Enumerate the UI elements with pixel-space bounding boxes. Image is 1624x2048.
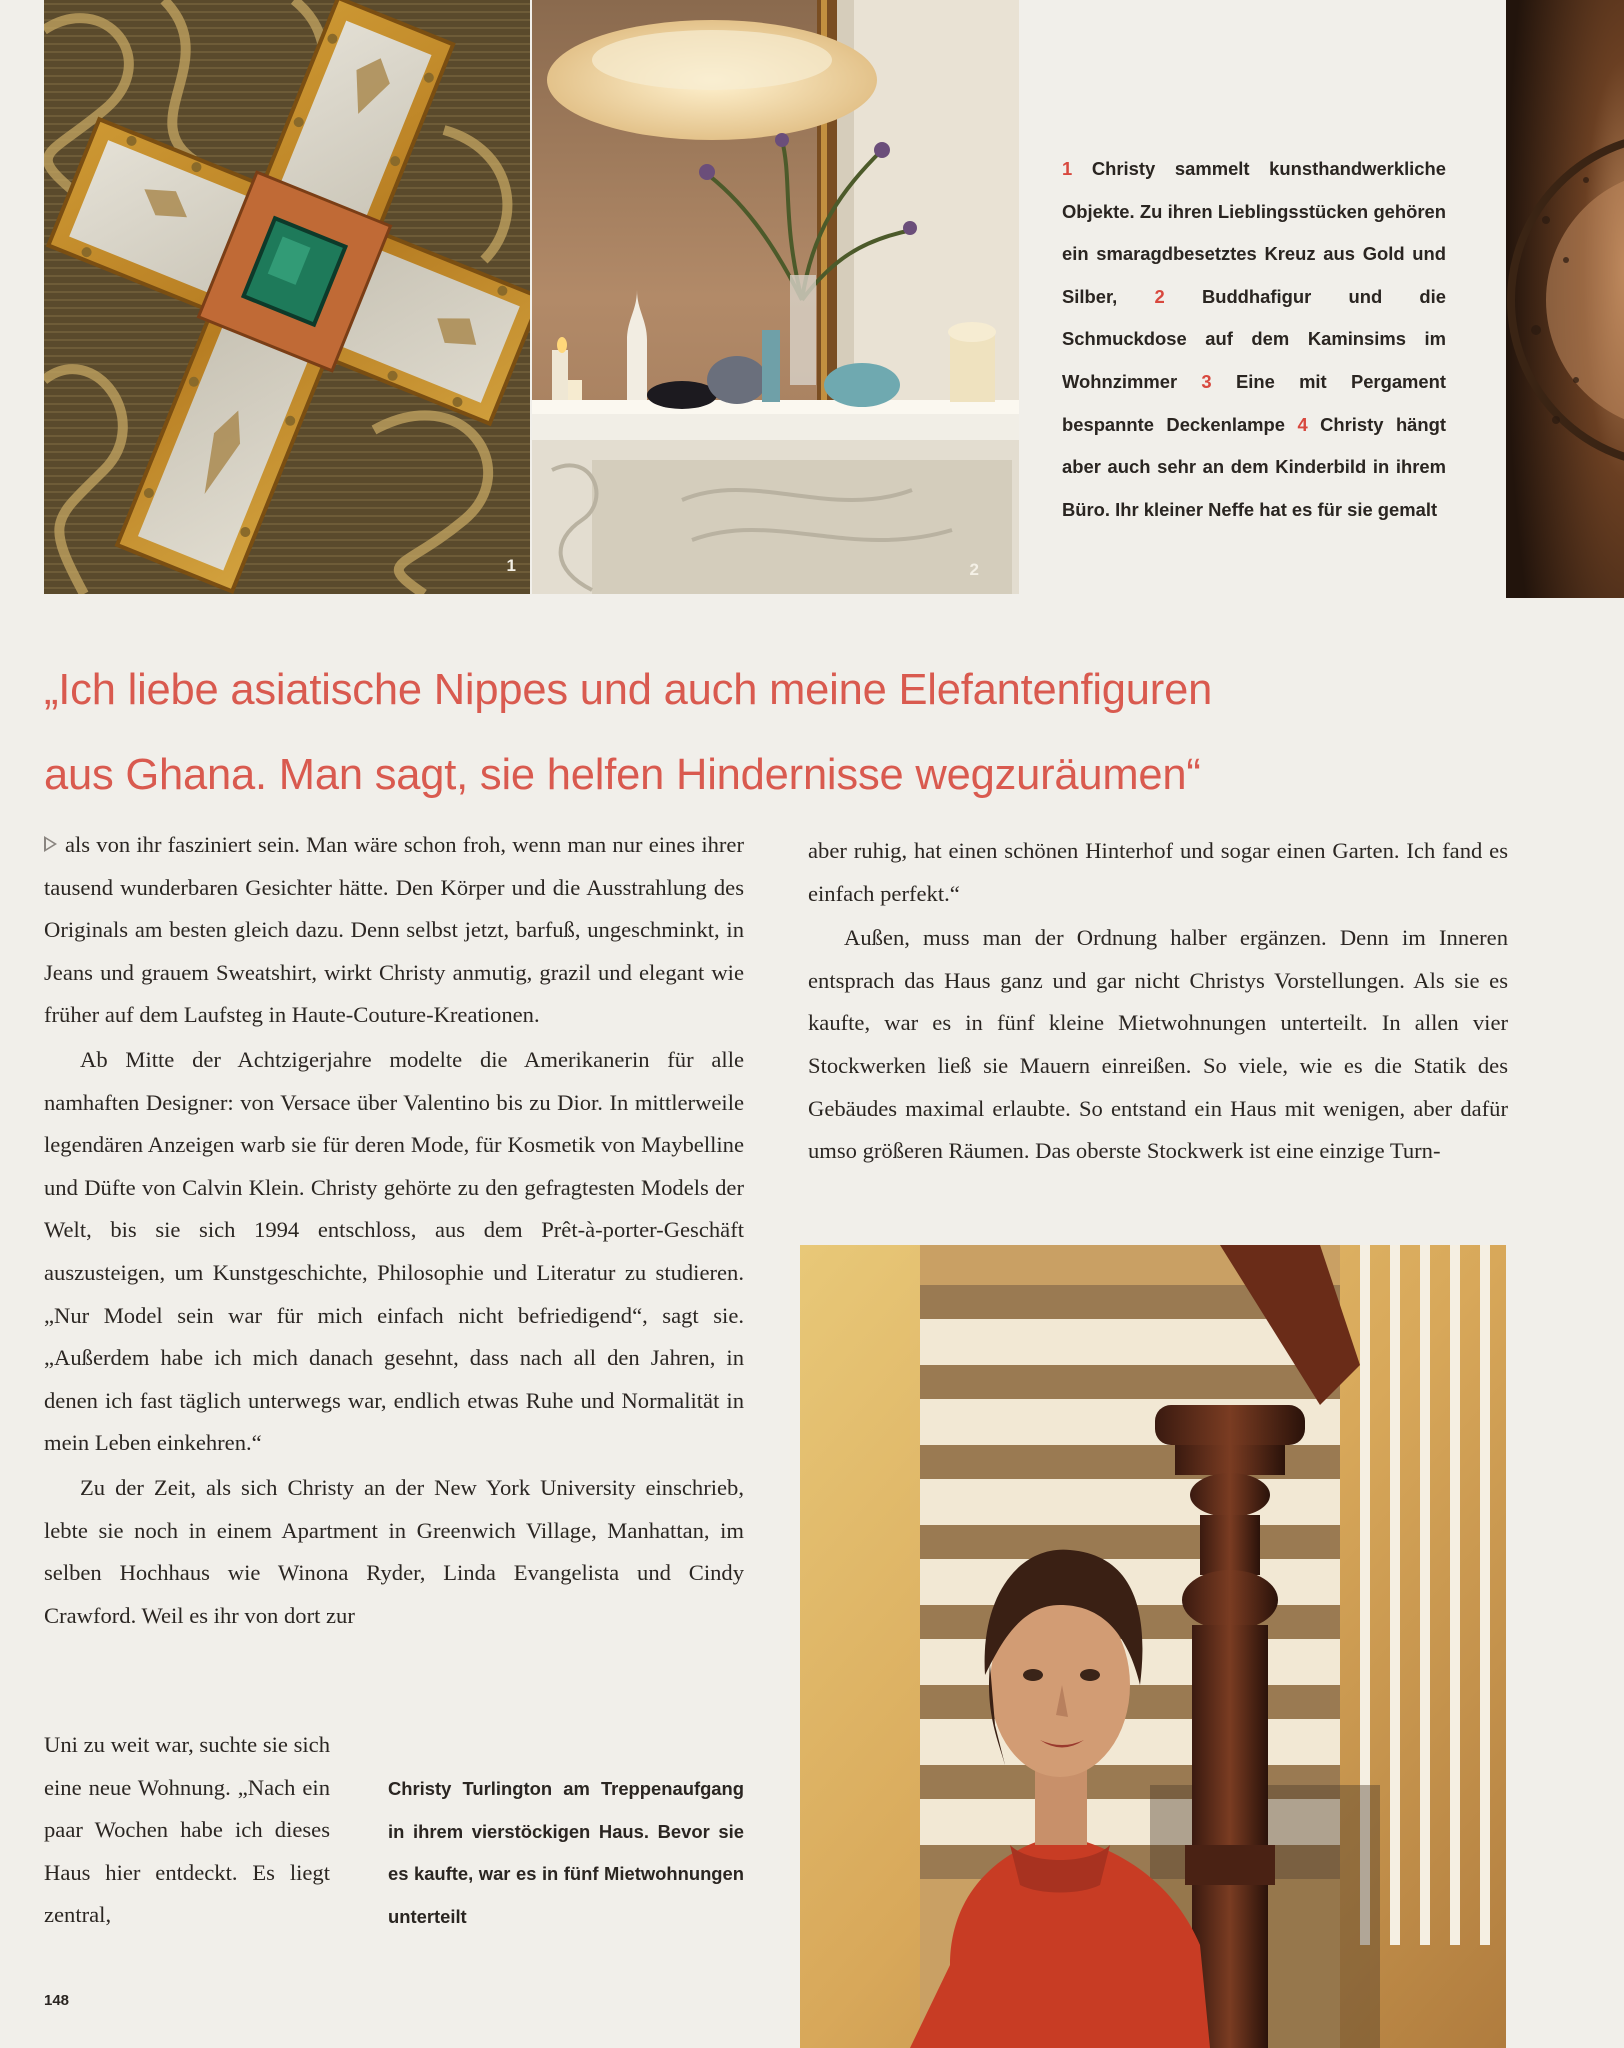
article-paragraph-text: als von ihr fasziniert sein. Man wäre schon froh, wenn man nur eines ihrer tausend wunderbaren Gesichter hätte. Den Körper und die Ausstrahlung des Originals am besten gleich dazu. Denn selbst jetzt, barfuß, ungeschminkt, in Jeans und grauem Sweatshirt, wirkt Christy anmutig, grazil und elegant wie früher auf dem Laufsteg in Haute-Couture-Kreationen. (44, 832, 744, 1028)
photo-number-2: 2 (969, 560, 979, 579)
article-column-left-narrow (44, 1724, 330, 1937)
continuation-triangle-icon (44, 836, 57, 852)
caption-text: Eine mit Pergament bespannte Deckenlampe (1062, 370, 1446, 435)
caption-text: Christy sammelt kunsthandwerkliche Objekte. Zu ihren Lieblingsstücken gehören ein smaragdbesetztes Kreuz aus Gold und Silber, (1062, 158, 1446, 307)
photo-emerald-cross (44, 0, 530, 594)
article-paragraph: Uni zu weit war, suchte sie sich eine neue Wohnung. „Nach ein paar Wochen habe ich dieses Haus hier entdeckt. Es liegt zentral, (44, 1732, 330, 1928)
caption-text: Buddhafigur und die Schmuckdose auf dem Kaminsims im Wohnzimmer (1062, 285, 1446, 392)
photo-number-1: 1 (506, 556, 516, 575)
article-column-left (44, 824, 744, 1637)
article-paragraph: Zu der Zeit, als sich Christy an der New York University einschrieb, lebte sie noch in einem Apartment in Greenwich Village, Manhattan, im selben Hochhaus wie Winona Ryder, Linda Evangelista und Cindy Crawford. Weil es ihr von dort zur (44, 1474, 744, 1628)
caption-number: 1 (1062, 158, 1073, 179)
caption-photos (1062, 148, 1446, 531)
photo-portrait-staircase (800, 1245, 1506, 2048)
article-paragraph: Außen, muss man der Ordnung halber ergänzen. Denn im Inneren entsprach das Haus ganz und gar nicht Christys Vorstellungen. Als sie es kaufte, war es in fünf kleine Mietwohnungen unterteilt. In allen vier Stockwerken ließ sie Mauern einreißen. So viele, wie es die Statik des Gebäudes maximal erlaubte. So entstand ein Haus mit wenigen, aber dafür umso größeren Räumen. Das oberste Stockwerk ist eine einzige Turn- (808, 925, 1508, 1164)
article-paragraph: Ab Mitte der Achtzigerjahre modelte die Amerikanerin für alle namhaften Designer: von Versace über Valentino bis zu Dior. In mittlerweile legendären Anzeigen warb sie für deren Mode, für Kosmetik von Maybelline und Düfte von Calvin Klein. Christy gehörte zu den gefragtesten Models der Welt, bis sie sich 1994 entschloss, aus dem Prêt-à-porter-Geschäft auszusteigen, um Kunstgeschichte, Philosophie und Literatur zu studieren. „Nur Model sein war für mich einfach nicht befriedigend“, sagt sie. „Außerdem habe ich mich danach gesehnt, dass nach all den Jahren, in denen ich fast täglich unterwegs war, endlich etwas Ruhe und Normalität in mein Leben einkehren.“ (44, 1046, 744, 1456)
article-column-right (808, 830, 1508, 1173)
photo-parchment-lamp-edge (1506, 0, 1624, 598)
caption-number: 3 (1201, 370, 1212, 392)
pull-quote (44, 648, 1544, 818)
caption-number: 4 (1297, 413, 1308, 435)
pull-quote-line-2: aus Ghana. Man sagt, sie helfen Hindernisse wegzuräumen“ (44, 751, 1201, 799)
article-paragraph (44, 824, 744, 1037)
caption-text: Christy hängt aber auch sehr an dem Kinderbild in ihrem Büro. Ihr kleiner Neffe hat es für sie gemalt (1062, 413, 1446, 520)
photo-mantelpiece (532, 0, 1019, 594)
pull-quote-line-1: „Ich liebe asiatische Nippes und auch meine Elefantenfiguren (44, 666, 1213, 714)
page-number: 148 (44, 1992, 70, 2009)
caption-number: 2 (1154, 285, 1165, 307)
caption-portrait: Christy Turlington am Treppenaufgang in ihrem vierstöckigen Haus. Bevor sie es kaufte, war es in fünf Mietwohnungen unterteilt (388, 1778, 744, 1927)
article-paragraph: aber ruhig, hat einen schönen Hinterhof und sogar einen Garten. Ich fand es einfach perfekt.“ (808, 838, 1508, 906)
